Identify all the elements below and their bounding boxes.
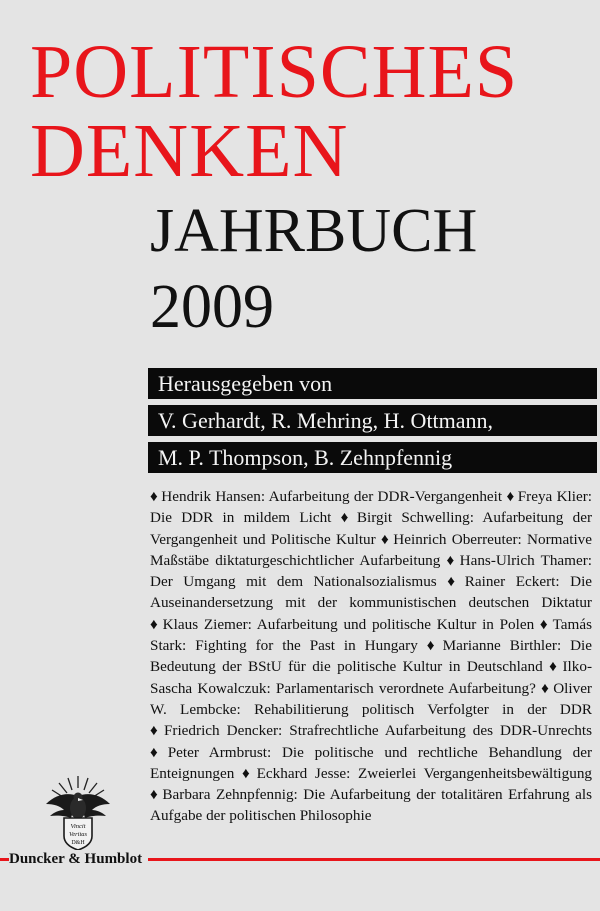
publisher-eagle-logo-icon [38, 770, 118, 852]
subtitle-jahrbuch: JAHRBUCH [150, 197, 478, 265]
contents-entry [150, 786, 592, 824]
diamond-bullet-icon: ♦ [150, 786, 160, 804]
contents-entry-text: Hendrik Hansen: Aufarbeitung der DDR-Vergangenheit [161, 488, 503, 505]
diamond-bullet-icon: ♦ [340, 509, 354, 527]
diamond-bullet-icon: ♦ [506, 488, 515, 505]
editors-line-2-bar: M. P. Thompson, B. Zehnpfennig [148, 442, 597, 473]
diamond-bullet-icon: ♦ [150, 743, 165, 761]
svg-text:Vincit: Vincit [70, 823, 86, 830]
diamond-bullet-icon: ♦ [539, 615, 550, 633]
contents-entry-text: Barbara Zehnpfennig: Die Aufarbeitung der totalitären Erfahrung als Aufgabe der politischen Philosophie [150, 786, 592, 825]
svg-text:D&H: D&H [71, 840, 85, 846]
contents-entry [150, 488, 502, 505]
contents-entry-text: Friedrich Dencker: Strafrechtliche Aufarbeitung des DDR-Unrechts [163, 722, 592, 740]
contents-entry-text: Oliver W. Lembcke: Rehabilitierung politisch Verfolgter in der DDR [150, 679, 592, 718]
editors-line-1-bar: V. Gerhardt, R. Mehring, H. Ottmann, [148, 405, 597, 436]
contents-entry-text: Klaus Ziemer: Aufarbeitung und politische Kultur in Polen [162, 615, 535, 633]
contents-entry [150, 722, 592, 739]
table-of-contents [150, 486, 592, 827]
editors-heading-bar: Herausgegeben von [148, 368, 597, 399]
diamond-bullet-icon: ♦ [381, 530, 391, 548]
diamond-bullet-icon: ♦ [447, 573, 462, 591]
svg-text:Veritas: Veritas [68, 831, 88, 838]
diamond-bullet-icon: ♦ [150, 615, 160, 633]
contents-entry-text: Tamás Stark: Fighting for the Past in Hungary [150, 615, 593, 655]
contents-entry-text: Ilko-Sascha Kowalczuk: Parlamentarisch verordnete Aufarbeitung? [150, 658, 593, 697]
title-line-1: POLITISCHES [30, 30, 519, 114]
diamond-bullet-icon: ♦ [549, 658, 560, 676]
title-line-2: DENKEN [30, 109, 349, 193]
contents-entry-text: Hans-Ulrich Thamer: Der Umgang mit dem Nationalsozialismus [150, 551, 593, 591]
diamond-bullet-icon: ♦ [150, 488, 159, 505]
contents-entry [150, 616, 534, 633]
contents-entry-text: Marianne Birthler: Die Bedeutung der BStU für die politische Kultur in Deutschland [150, 637, 593, 676]
contents-entry-text: Eckhard Jesse: Zweierlei Vergangenheitsbewältigung [256, 764, 593, 782]
subtitle-year: 2009 [150, 273, 274, 341]
contents-entry-text: Heinrich Oberreuter: Normative Maßstäbe diktaturgeschichtlicher Aufarbeitung [150, 530, 592, 569]
diamond-bullet-icon: ♦ [426, 637, 440, 655]
diamond-bullet-icon: ♦ [541, 679, 551, 697]
diamond-bullet-icon: ♦ [242, 764, 254, 782]
contents-entry-text: Peter Armbrust: Die politische und rechtliche Behandlung der Enteignungen [150, 743, 593, 782]
contents-entry-text: Freya Klier: Die DDR in mildem Licht [150, 488, 593, 527]
publisher-name: Duncker & Humblot [9, 850, 148, 868]
contents-entry-text: Birgit Schwelling: Aufarbeitung der Vergangenheit und Politische Kultur [150, 509, 592, 548]
diamond-bullet-icon: ♦ [446, 551, 457, 569]
contents-entry [242, 765, 592, 782]
diamond-bullet-icon: ♦ [150, 722, 161, 740]
contents-entry-text: Rainer Eckert: Die Auseinandersetzung mit der kommunistischen deutschen Diktatur [150, 573, 593, 612]
